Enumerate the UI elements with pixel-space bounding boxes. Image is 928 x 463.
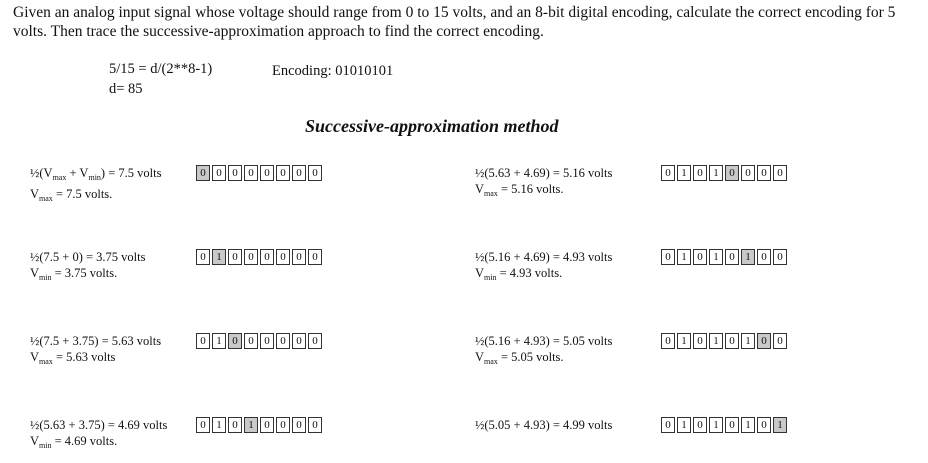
bit-cell: 1 [212, 333, 226, 349]
bit-cell: 0 [228, 333, 242, 349]
bit-cell: 0 [693, 417, 707, 433]
bit-cell: 0 [228, 165, 242, 181]
bit-cell: 1 [677, 417, 691, 433]
step-5-bits [661, 165, 789, 181]
bit-cell: 0 [308, 165, 322, 181]
step-5-result: $V_{max} = 5.16$ volts. [475, 182, 564, 198]
bit-cell: 0 [661, 333, 675, 349]
bit-cell: 0 [292, 165, 306, 181]
bit-cell: 0 [757, 417, 771, 433]
step-3-text [30, 333, 161, 370]
bit-cell: 1 [741, 249, 755, 265]
step-6-bits [661, 249, 789, 265]
bit-cell: 0 [276, 333, 290, 349]
bit-cell: 0 [757, 249, 771, 265]
bit-cell: 0 [260, 249, 274, 265]
bit-cell: 0 [196, 417, 210, 433]
encoding-result: Encoding: 01010101 [272, 63, 394, 79]
bit-cell: 0 [725, 249, 739, 265]
step-4-text [30, 417, 167, 454]
step-3-bits [196, 333, 324, 349]
bit-cell: 0 [773, 333, 787, 349]
step-8-text [475, 417, 612, 433]
step-1-bits [196, 165, 324, 181]
bit-cell: 1 [709, 417, 723, 433]
bit-cell: 0 [725, 165, 739, 181]
step-6-text [475, 249, 612, 286]
bit-cell: 1 [709, 249, 723, 265]
step-2-bits [196, 249, 324, 265]
bit-cell: 0 [308, 249, 322, 265]
bit-cell: 0 [661, 165, 675, 181]
digital-value: d= 85 [109, 81, 143, 97]
method-title: Successive-approximation method [305, 116, 559, 136]
step-8-formula: ½(5.05 + 4.93) = 4.99 volts [475, 418, 613, 432]
bit-cell: 0 [725, 333, 739, 349]
step-3-formula: ½(7.5 + 3.75) = 5.63 volts [30, 334, 162, 348]
bit-cell: 0 [212, 165, 226, 181]
step-4-bits [196, 417, 324, 433]
step-4-formula: ½(5.63 + 3.75) = 4.69 volts [30, 418, 168, 432]
bit-cell: 0 [276, 165, 290, 181]
bit-cell: 0 [260, 333, 274, 349]
step-7-formula: ½(5.16 + 4.93) = 5.05 volts [475, 334, 613, 348]
bit-cell: 0 [196, 249, 210, 265]
bit-cell: 1 [212, 417, 226, 433]
step-3-result: $V_{max} = 5.63$ volts [30, 350, 116, 366]
bit-cell: 1 [677, 249, 691, 265]
bit-cell: 0 [292, 417, 306, 433]
step-1-formula: $\frac{1}{2}(V_{max} + V_{min}) = 7.5$ volts [30, 166, 162, 182]
step-5-text [475, 165, 612, 202]
bit-cell: 0 [196, 333, 210, 349]
step-7-text [475, 333, 612, 370]
step-7-result: $V_{max} = 5.05$ volts. [475, 350, 564, 366]
bit-cell: 0 [693, 333, 707, 349]
bit-cell: 0 [196, 165, 210, 181]
bit-cell: 1 [709, 333, 723, 349]
bit-cell: 0 [757, 333, 771, 349]
bit-cell: 1 [212, 249, 226, 265]
bit-cell: 1 [677, 333, 691, 349]
bit-cell: 0 [292, 249, 306, 265]
step-5-formula: ½(5.63 + 4.69) = 5.16 volts [475, 166, 613, 180]
bit-cell: 0 [244, 333, 258, 349]
bit-cell: 0 [773, 165, 787, 181]
bit-cell: 0 [757, 165, 771, 181]
bit-cell: 0 [260, 417, 274, 433]
bit-cell: 1 [244, 417, 258, 433]
bit-cell: 0 [292, 333, 306, 349]
bit-cell: 0 [276, 417, 290, 433]
step-1-text [30, 165, 161, 207]
step-6-result: $V_{min} = 4.93$ volts. [475, 266, 563, 282]
step-2-result: $V_{min} = 3.75$ volts. [30, 266, 118, 282]
bit-cell: 0 [741, 165, 755, 181]
bit-cell: 0 [260, 165, 274, 181]
problem-statement: Given an analog input signal whose voltage should range from 0 to 15 volts, and an 8-bit digital encoding, calculate the correct encoding for 5 volts. Then trace the successive-approximation approach to find the correct encoding. [13, 4, 896, 40]
bit-cell: 1 [709, 165, 723, 181]
step-6-formula: ½(5.16 + 4.69) = 4.93 volts [475, 250, 613, 264]
step-1-result: $V_{max} = 7.5$ volts. [30, 187, 113, 203]
step-2-formula: ½(7.5 + 0) = 3.75 volts [30, 250, 146, 264]
bit-cell: 0 [244, 249, 258, 265]
bit-cell: 0 [308, 333, 322, 349]
bit-cell: 1 [773, 417, 787, 433]
bit-cell: 0 [725, 417, 739, 433]
bit-cell: 1 [677, 165, 691, 181]
bit-cell: 0 [661, 417, 675, 433]
bit-cell: 0 [693, 165, 707, 181]
bit-cell: 0 [661, 249, 675, 265]
bit-cell: 0 [773, 249, 787, 265]
bit-cell: 1 [741, 333, 755, 349]
step-4-result: $V_{min} = 4.69$ volts. [30, 434, 118, 450]
bit-cell: 0 [228, 417, 242, 433]
bit-cell: 0 [693, 249, 707, 265]
bit-cell: 0 [244, 165, 258, 181]
bit-cell: 0 [308, 417, 322, 433]
ratio-equation: 5/15 = d/(2**8-1) [109, 61, 213, 77]
bit-cell: 0 [228, 249, 242, 265]
step-7-bits [661, 333, 789, 349]
step-8-bits [661, 417, 789, 433]
step-2-text [30, 249, 146, 286]
bit-cell: 1 [741, 417, 755, 433]
bit-cell: 0 [276, 249, 290, 265]
